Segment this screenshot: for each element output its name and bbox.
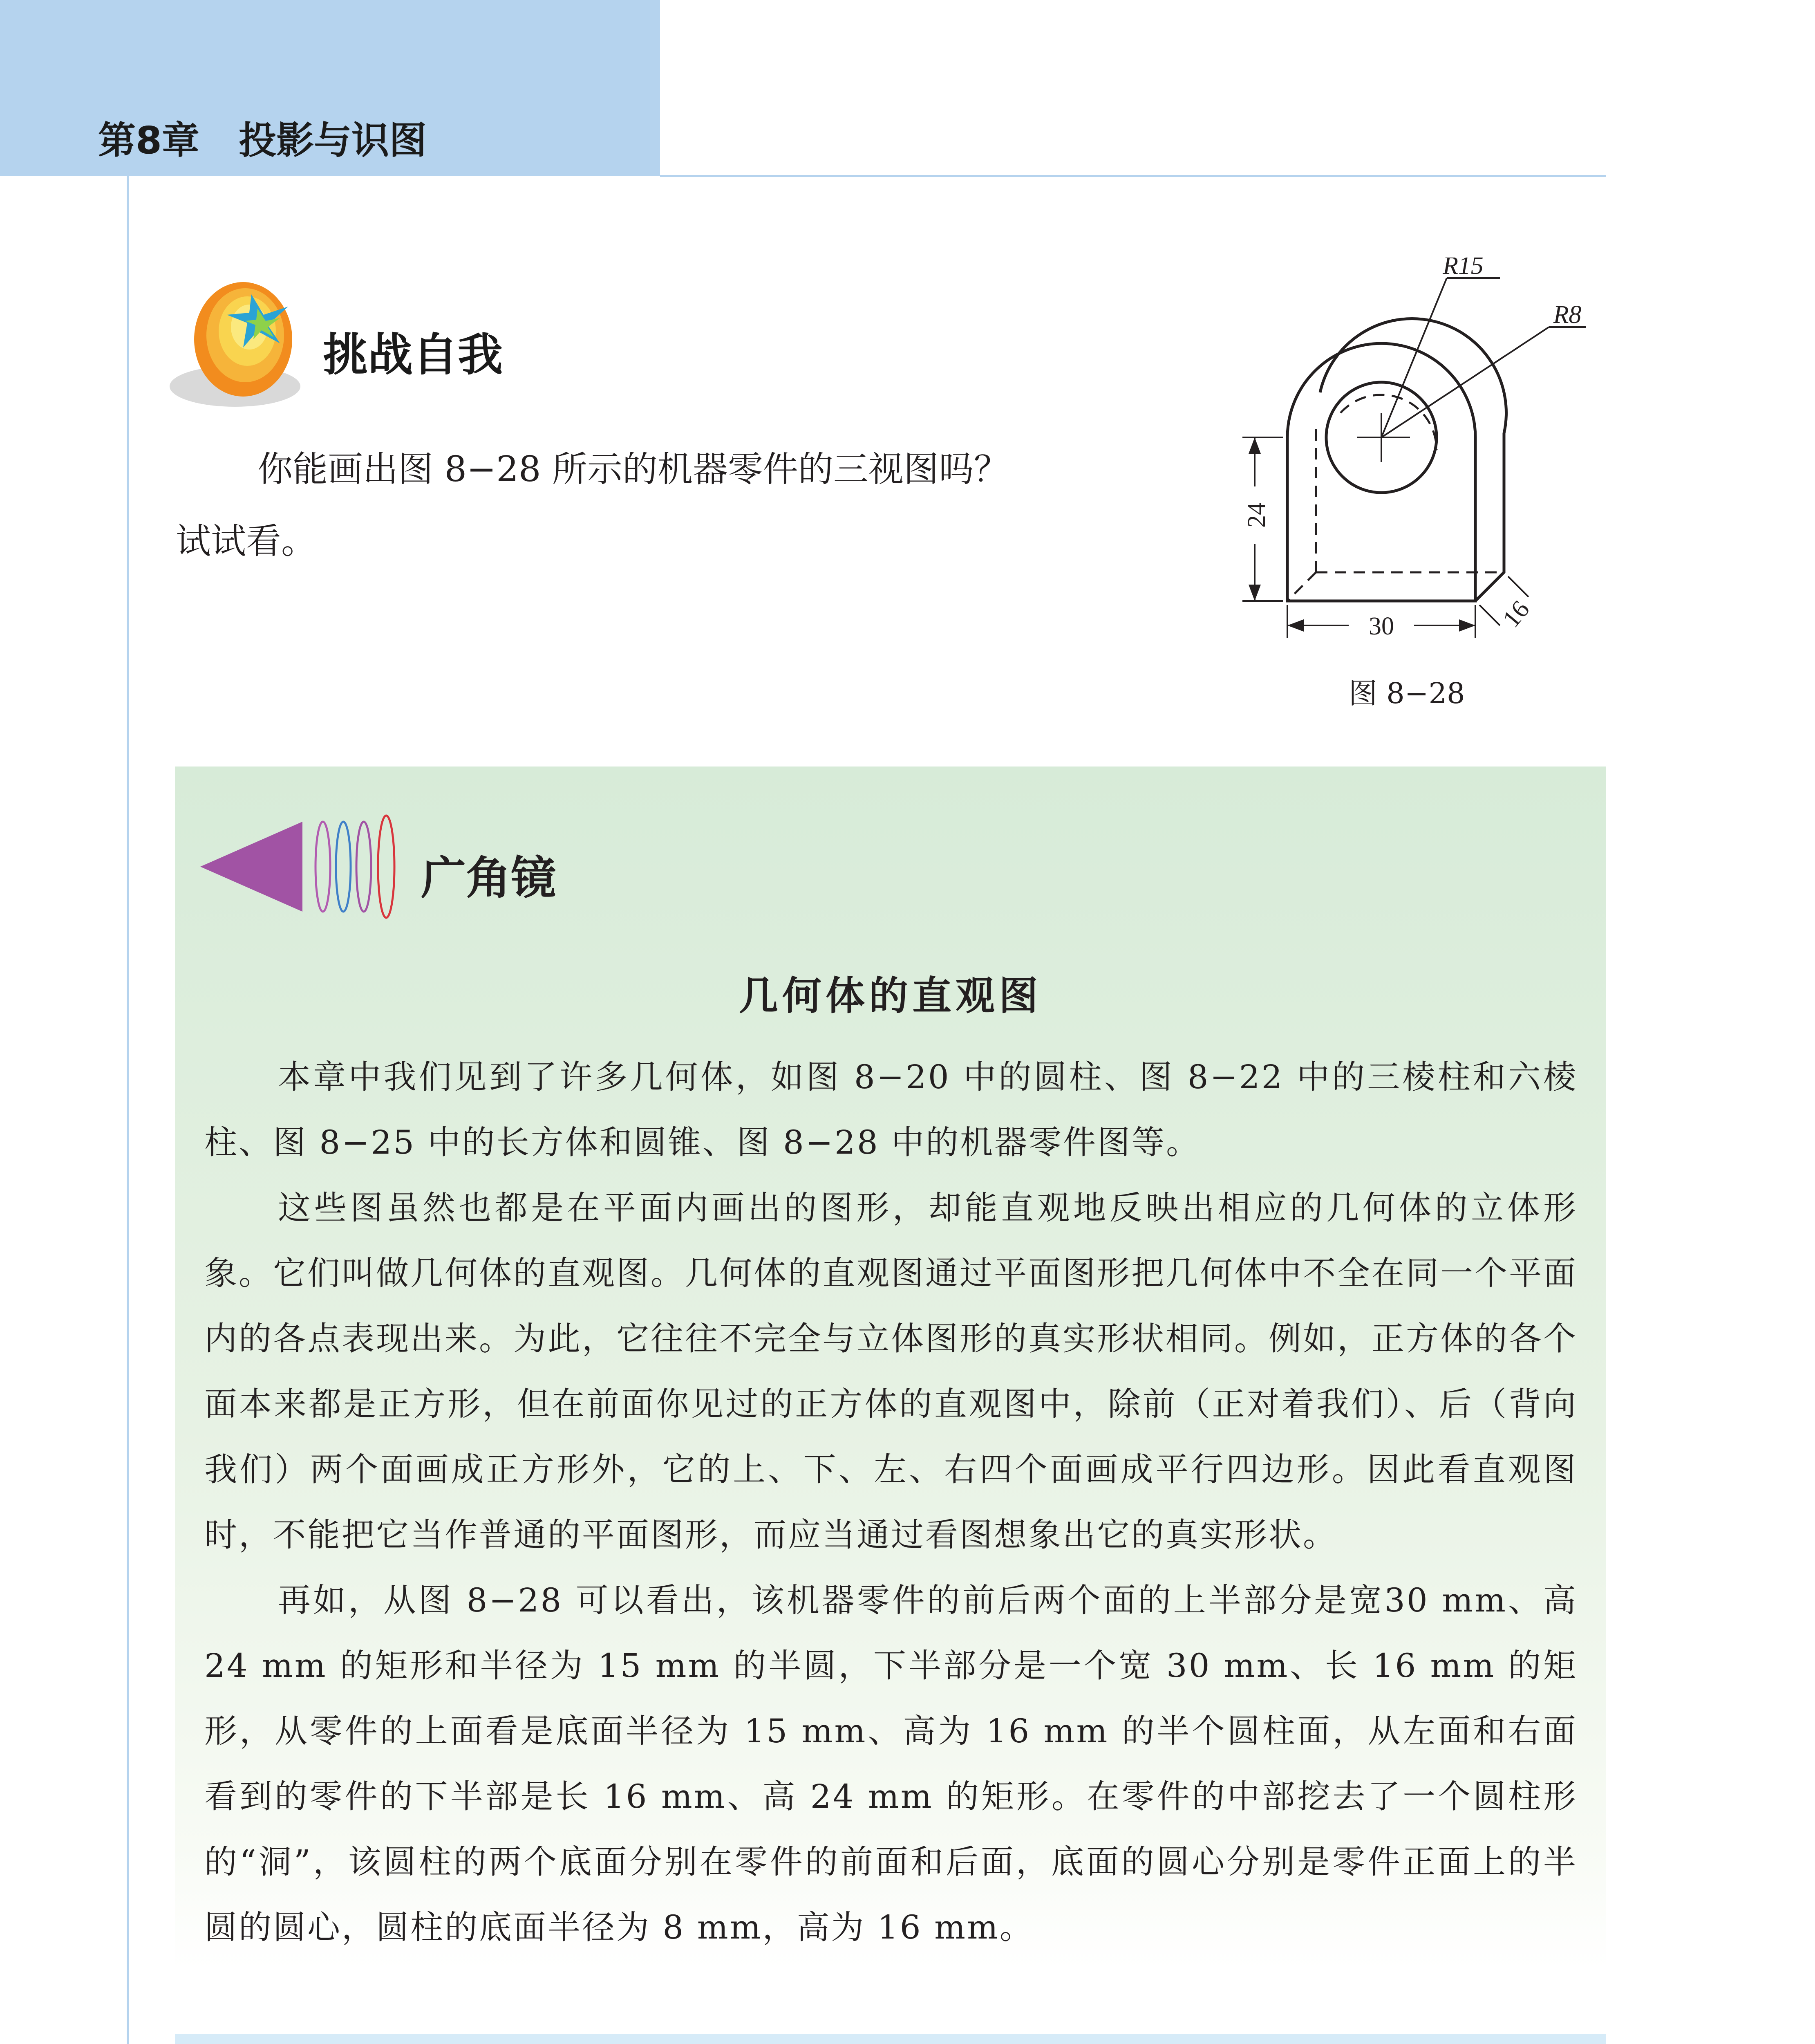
- wide-angle-lens-icon: [200, 814, 405, 920]
- figure-label-r15: R15: [1443, 258, 1484, 280]
- challenge-question-continuation: 试试看。: [176, 521, 316, 562]
- essay-paragraph: 本章中我们见到了许多几何体，如图 8−20 中的圆柱、图 8−22 中的三棱柱和六棱柱、图 8−25 中的长方体和圆锥、图 8−28 中的机器零件图等。: [204, 1058, 1578, 1161]
- challenge-question: 你能画出图 8−28 所示的机器零件的三视图吗？: [257, 449, 1009, 490]
- essay-body: [204, 1044, 1578, 1960]
- figure-caption: 图 8−28: [1349, 677, 1465, 710]
- chapter-number: 第8章: [98, 119, 200, 162]
- machine-part-figure: [1218, 258, 1606, 666]
- chapter-title: 投影与识图: [239, 119, 427, 162]
- wide-angle-title: 广角镜: [421, 852, 556, 904]
- chapter-heading: [98, 110, 427, 164]
- figure-label-r8: R8: [1553, 301, 1582, 329]
- figure-label-30: 30: [1369, 612, 1394, 640]
- target-icon: [170, 270, 309, 409]
- practice-panel: [175, 2034, 1606, 2044]
- essay-paragraph: 再如，从图 8−28 可以看出，该机器零件的前后两个面的上半部分是宽30 mm、高 24 mm 的矩形和半径为 15 mm 的半圆，下半部分是一个宽 30 mm、长 16 mm 的矩形，从零件的上面看是底面半径为 15 mm、高为 16 mm 的半个圆柱面，从左面和右面看到的零件的下半部是长 16 mm、高 24 mm 的矩形。在零件的中部挖去了一个圆柱形的“洞”，该圆柱的两个底面分别在零件的前面和后面，底面的圆心分别是零件正面上的半圆的圆心，圆柱的底面半径为 8 mm，高为 16 mm。: [204, 1581, 1578, 1946]
- header-rule: [660, 175, 1606, 177]
- figure-label-16: 16: [1497, 595, 1535, 633]
- challenge-title: 挑战自我: [323, 329, 503, 381]
- margin-rule: [127, 176, 129, 2044]
- essay-paragraph: 这些图虽然也都是在平面内画出的图形，却能直观地反映出相应的几何体的立体形象。它们叫做几何体的直观图。几何体的直观图通过平面图形把几何体中不全在同一个平面内的各点表现出来。为此，它往往不完全与立体图形的真实形状相同。例如，正方体的各个面本来都是正方形，但在前面你见过的正方体的直观图中，除前（正对着我们）、后（背向我们）两个面画成正方形外，它的上、下、左、右四个面画成平行四边形。因此看直观图时，不能把它当作普通的平面图形，而应当通过看图想象出它的真实形状。: [204, 1189, 1578, 1554]
- figure-label-24: 24: [1243, 502, 1271, 528]
- essay-title: 几何体的直观图: [739, 973, 1042, 1019]
